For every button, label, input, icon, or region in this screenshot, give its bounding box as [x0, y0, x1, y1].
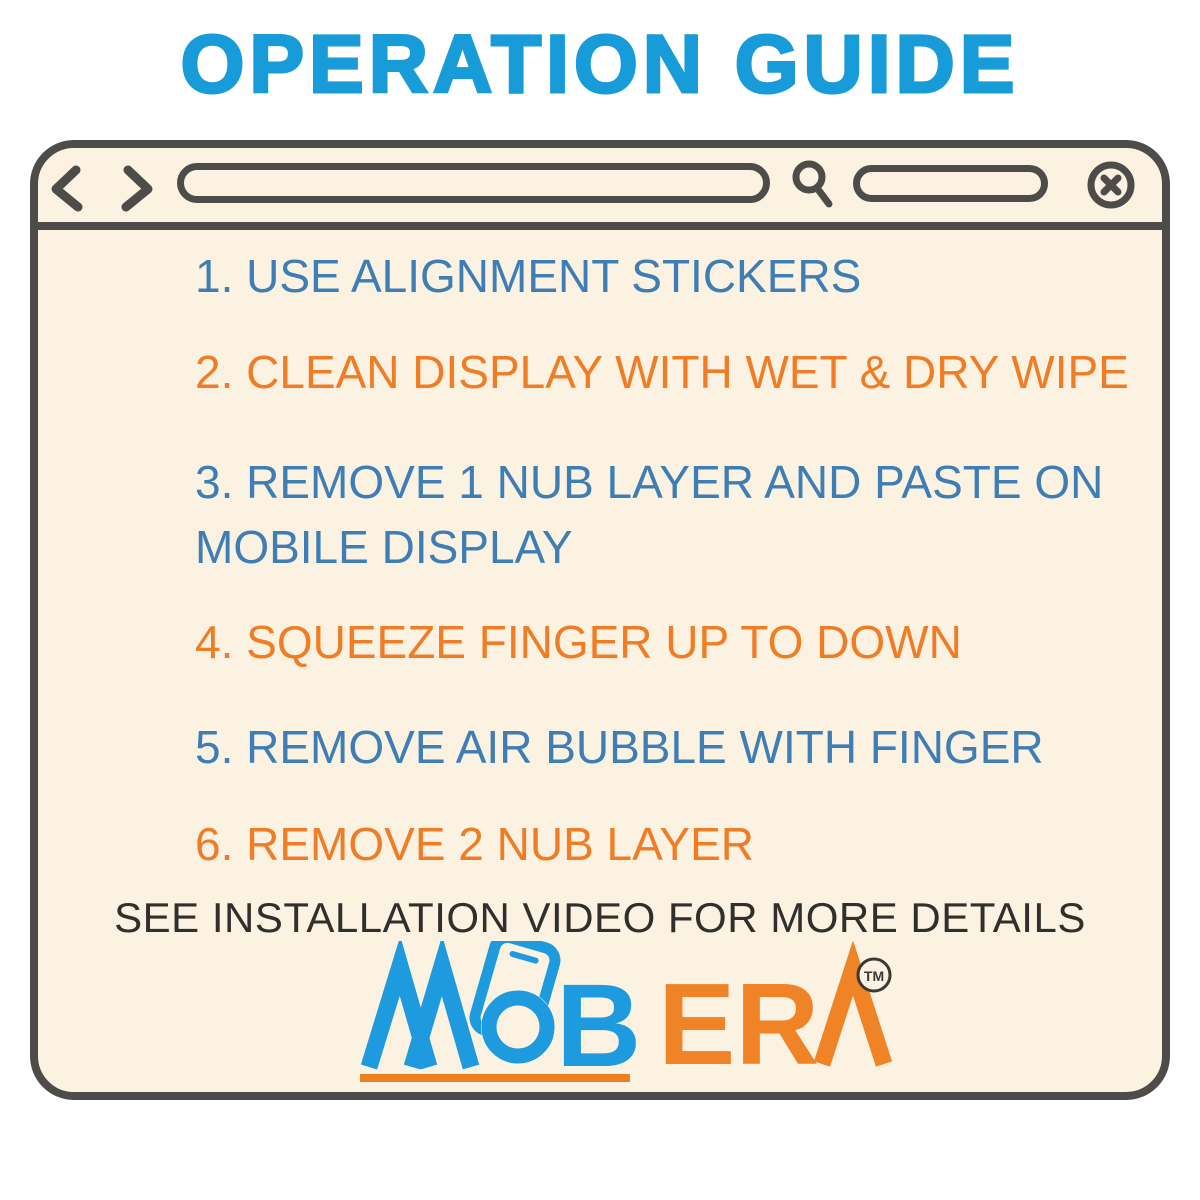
- logo-letter-b: B: [556, 960, 642, 1092]
- trademark-text: TM: [863, 968, 885, 984]
- step-4: 4. SQUEEZE FINGER UP TO DOWN: [195, 616, 962, 668]
- chevron-right-icon: [118, 162, 158, 212]
- mobera-logo: [360, 941, 905, 1093]
- logo-letters-er: ER: [658, 959, 820, 1089]
- back-button[interactable]: [46, 162, 86, 212]
- search-field[interactable]: [853, 165, 1048, 202]
- step-6: 6. REMOVE 2 NUB LAYER: [195, 818, 754, 870]
- forward-button[interactable]: [118, 162, 158, 212]
- browser-toolbar: [38, 148, 1162, 230]
- installation-note: SEE INSTALLATION VIDEO FOR MORE DETAILS: [114, 894, 1086, 941]
- page-title: OPERATION GUIDE: [180, 19, 1020, 110]
- chevron-left-icon: [46, 162, 86, 212]
- trademark-badge: [858, 959, 890, 991]
- step-2: 2. CLEAN DISPLAY WITH WET & DRY WIPE: [195, 346, 1129, 398]
- logo-letter-o: [481, 990, 555, 1064]
- address-bar[interactable]: [177, 163, 770, 203]
- logo-letter-m: [369, 966, 471, 1067]
- search-icon[interactable]: [788, 154, 838, 210]
- close-icon: [1084, 158, 1138, 212]
- step-1: 1. USE ALIGNMENT STICKERS: [195, 250, 862, 302]
- close-button[interactable]: [1084, 158, 1138, 212]
- step-5: 5. REMOVE AIR BUBBLE WITH FINGER: [195, 721, 1044, 773]
- mobera-logo-graphic: [360, 941, 905, 1093]
- browser-window: [30, 140, 1170, 1100]
- magnifier-icon: [788, 154, 838, 210]
- step-3: 3. REMOVE 1 NUB LAYER AND PASTE ON MOBILE DISPLAY: [195, 456, 1104, 573]
